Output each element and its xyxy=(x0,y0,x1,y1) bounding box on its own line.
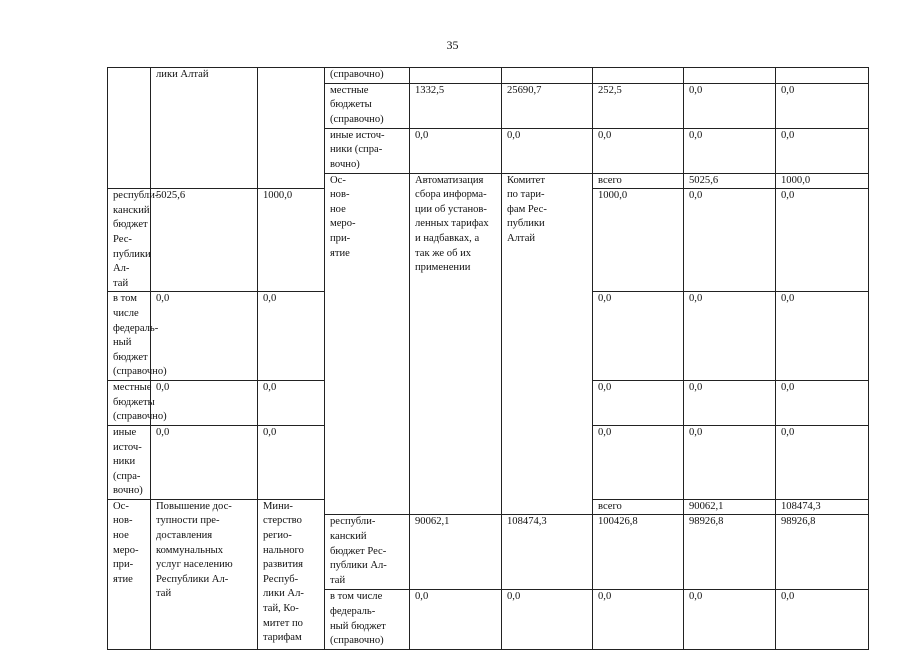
table-cell: иные источ- ники (спра- вочно) xyxy=(108,425,151,499)
table-cell-value: 0,0 xyxy=(684,292,776,381)
table-cell-value xyxy=(410,68,502,84)
table-cell-value xyxy=(776,68,869,84)
table-cell-value: 25690,7 xyxy=(502,83,593,128)
table-cell: Автоматизация сбора информа- ции об установ- ленных тарифах и надбавках, а так же об их применении xyxy=(410,173,502,515)
table-cell-value: 0,0 xyxy=(776,590,869,650)
table-cell-value: 0,0 xyxy=(258,380,325,425)
table-cell: местные бюджеты (справочно) xyxy=(108,380,151,425)
table-cell-value: 0,0 xyxy=(258,425,325,499)
table-cell-value: 0,0 xyxy=(684,189,776,292)
table-cell: в том числе федераль- ный бюджет (справочно) xyxy=(108,292,151,381)
table-cell-value: 0,0 xyxy=(151,380,258,425)
table-cell: Повышение дос- тупности пре- доставления коммунальных услуг населению Республики Ал- тай xyxy=(151,499,258,650)
budget-table xyxy=(107,67,869,650)
table-cell: всего xyxy=(593,499,684,515)
table-cell-value: 1332,5 xyxy=(410,83,502,128)
table-cell: всего xyxy=(593,173,684,189)
table-cell-value: 5025,6 xyxy=(151,189,258,292)
table-body xyxy=(108,68,869,650)
table-cell-value: 0,0 xyxy=(776,292,869,381)
table-cell-value: 0,0 xyxy=(410,590,502,650)
table-row xyxy=(108,68,869,84)
table-cell-value: 90062,1 xyxy=(684,499,776,515)
table-cell-value: 0,0 xyxy=(776,380,869,425)
table-cell-value: 0,0 xyxy=(410,128,502,173)
table-cell: (справочно) xyxy=(325,68,410,84)
table-cell-value: 0,0 xyxy=(684,128,776,173)
table-cell-value: 1000,0 xyxy=(776,173,869,189)
table-cell: республи- канский бюджет Рес- публики Ал- тай xyxy=(108,189,151,292)
table-cell-value: 0,0 xyxy=(684,590,776,650)
table-cell-value: 0,0 xyxy=(776,83,869,128)
table-cell-value: 98926,8 xyxy=(776,515,869,590)
table-cell-value xyxy=(684,68,776,84)
table-cell: лики Алтай xyxy=(151,68,258,189)
table-cell-value xyxy=(593,68,684,84)
table-cell-value: 0,0 xyxy=(593,590,684,650)
table-cell-value: 0,0 xyxy=(776,128,869,173)
table-cell-value: 0,0 xyxy=(258,292,325,381)
table-cell-value: 1000,0 xyxy=(593,189,684,292)
table-cell xyxy=(258,68,325,189)
table-cell: иные источ- ники (спра- вочно) xyxy=(325,128,410,173)
table-cell: Ос- нов- ное меро- при- ятие xyxy=(108,499,151,650)
table-cell-value: 0,0 xyxy=(684,425,776,499)
table-cell: республи- канский бюджет Рес- публики Ал- тай xyxy=(325,515,410,590)
table-cell-value: 90062,1 xyxy=(410,515,502,590)
table-cell-value: 0,0 xyxy=(593,128,684,173)
table-cell-value: 0,0 xyxy=(593,380,684,425)
table-cell-value: 108474,3 xyxy=(502,515,593,590)
table-cell-value: 0,0 xyxy=(684,380,776,425)
table-cell-value: 5025,6 xyxy=(684,173,776,189)
table-cell-value: 0,0 xyxy=(593,292,684,381)
table-cell-value: 100426,8 xyxy=(593,515,684,590)
table-cell-value: 0,0 xyxy=(593,425,684,499)
table-cell-value: 0,0 xyxy=(776,425,869,499)
table-cell-value: 0,0 xyxy=(776,189,869,292)
table-cell-value: 0,0 xyxy=(151,292,258,381)
table-cell-value: 0,0 xyxy=(684,83,776,128)
table-cell xyxy=(108,68,151,189)
page-number: 35 xyxy=(446,38,459,52)
table-cell: Ос- нов- ное меро- при- ятие xyxy=(325,173,410,515)
table-cell: в том числе федераль- ный бюджет (справочно) xyxy=(325,590,410,650)
table-cell-value: 1000,0 xyxy=(258,189,325,292)
table-cell: Мини- стерство регио- нального развития Респуб- лики Ал- тай, Ко- митет по тарифам xyxy=(258,499,325,650)
table-cell-value xyxy=(502,68,593,84)
table-cell: местные бюджеты (справочно) xyxy=(325,83,410,128)
table-cell-value: 98926,8 xyxy=(684,515,776,590)
table-cell-value: 0,0 xyxy=(502,590,593,650)
table-cell-value: 108474,3 xyxy=(776,499,869,515)
table-cell-value: 0,0 xyxy=(151,425,258,499)
table-cell-value: 0,0 xyxy=(502,128,593,173)
table-cell: Комитет по тари- фам Рес- публики Алтай xyxy=(502,173,593,515)
table-cell-value: 252,5 xyxy=(593,83,684,128)
